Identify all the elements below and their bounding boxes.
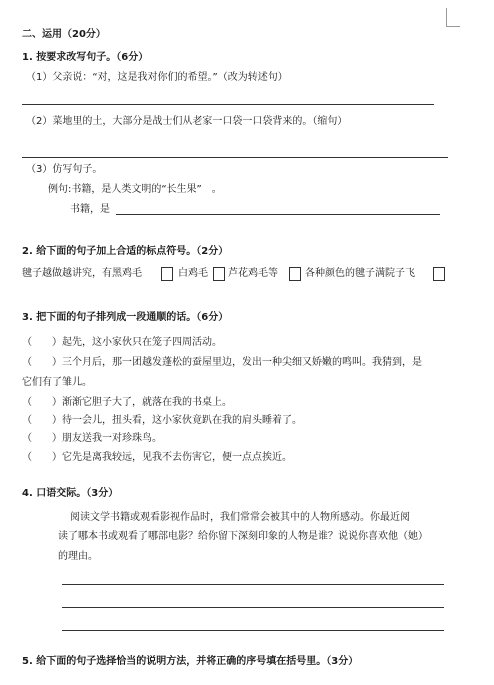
punctuation-box[interactable] [289,267,301,281]
q2-segment: 白鸡毛 [178,268,208,279]
q1-title: 1. 按要求改写句子。（6分） [22,52,149,63]
answer-line[interactable] [22,157,448,158]
section-title: 二、运用（20分） [22,29,106,40]
q2-segment: 芦花鸡毛等 [228,268,278,279]
q2-segment: 毽子越做越讲究，有黑鸡毛 [22,268,142,279]
page-corner-mark [446,8,447,26]
page-corner-mark [446,26,460,27]
q3-item-continued: 它们有了雏儿。 [22,377,92,388]
q2-segment: 各种颜色的毽子满院子飞 [305,268,415,279]
q3-item: （ ）待一会儿，扭头看，这小家伙竟趴在我的肩头睡着了。 [22,415,302,426]
q3-item: （ ）朋友送我一对珍珠鸟。 [22,433,162,444]
q3-title: 3. 把下面的句子排列成一段通顺的话。（6分） [22,312,229,323]
q4-paragraph-line: 阅读文学书籍或观看影视作品时，我们常常会被其中的人物所感动。你最近阅 [70,512,410,523]
q3-item: （ ）三个月后，那一团越发蓬松的蚕屋里边，发出一种尖细又娇嫩的鸣叫。我猜到，是 [22,357,422,368]
q5-title: 5. 给下面的句子选择恰当的说明方法，并将正确的序号填在括号里。（3分） [22,656,359,667]
q1-example: 例句:书籍，是人类文明的“长生果” 。 [48,184,222,195]
q2-title: 2. 给下面的句子加上合适的标点符号。（2分） [22,246,229,257]
q4-paragraph-line: 读了哪本书或观看了哪部电影？给你留下深刻印象的人物是谁？说说你喜欢他（她） [58,531,428,542]
answer-line[interactable] [22,104,434,105]
q4-title: 4. 口语交际。（3分） [22,488,119,499]
q3-item: （ ）它先是离我较远，见我不去伤害它，便一点点挨近。 [22,452,292,463]
q3-item: （ ）渐渐它胆子大了，就落在我的书桌上。 [22,397,232,408]
q3-item: （ ）起先，这小家伙只在笼子四周活动。 [22,337,222,348]
q1-item-3: （3）仿写句子。 [26,164,103,175]
answer-line[interactable] [116,214,440,215]
answer-line[interactable] [62,584,444,585]
punctuation-box[interactable] [161,267,173,281]
answer-line[interactable] [62,607,444,608]
punctuation-box[interactable] [433,267,445,281]
q1-fill-prefix: 书籍，是 [70,204,110,215]
q1-item-2: （2）菜地里的土，大部分是战士们从老家一口袋一口袋背来的。（缩句） [26,116,348,127]
punctuation-box[interactable] [213,267,225,281]
q4-paragraph-line: 的理由。 [58,551,98,562]
q1-item-1: （1）父亲说：“对，这是我对你们的希望。”（改为转述句） [26,72,288,83]
answer-line[interactable] [62,630,444,631]
